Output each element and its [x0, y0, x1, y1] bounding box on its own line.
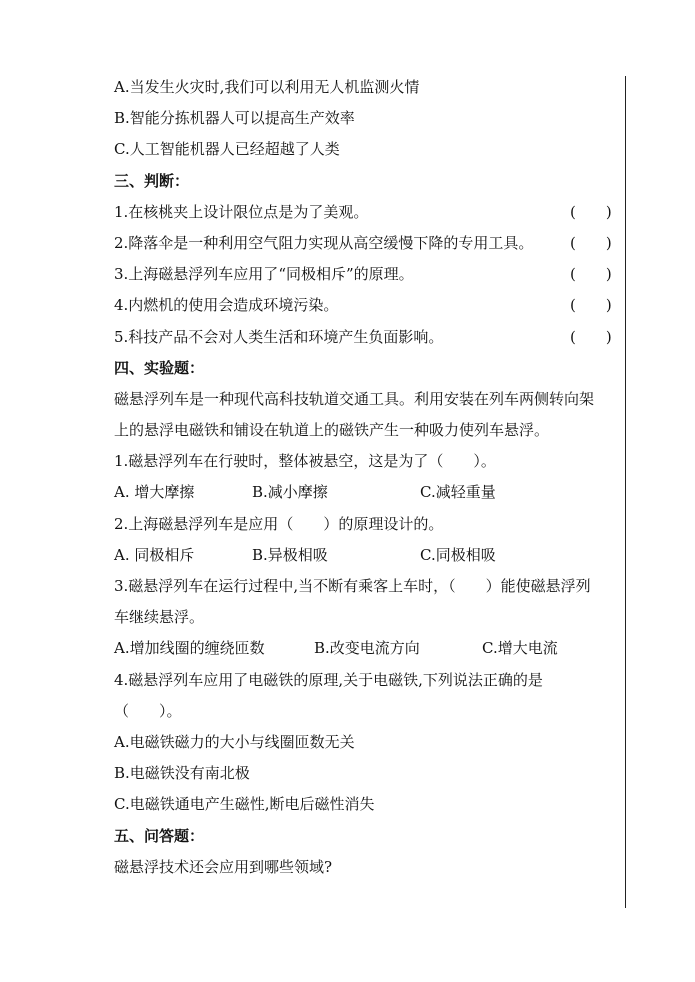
judgement-text: 2.降落伞是一种利用空气阻力实现从高空缓慢下降的专用工具。: [114, 233, 534, 252]
answer-blank: ( ): [570, 265, 612, 284]
section-heading-experiment: 四、实验题：: [114, 358, 205, 377]
judgement-item-5: [114, 322, 620, 353]
option-a: A. 增大摩擦: [114, 483, 195, 502]
option-c: C.同极相吸: [420, 545, 496, 564]
intro-text: 磁悬浮列车是一种现代高科技轨道交通工具。利用安装在列车两侧转向架: [114, 389, 595, 408]
option-c: C.增大电流: [482, 639, 558, 658]
option-c: C.减轻重量: [420, 483, 496, 502]
question-1: 1.磁悬浮列车在行驶时，整体被悬空，这是为了（ ）。: [114, 452, 496, 471]
question-2: 2.上海磁悬浮列车是应用（ ）的原理设计的。: [114, 514, 444, 533]
judgement-item-2: [114, 228, 620, 259]
option-a: A.电磁铁磁力的大小与线圈匝数无关: [114, 732, 355, 751]
question-3: 3.磁悬浮列车在运行过程中,当不断有乘客上车时，（ ）能使磁悬浮列: [114, 577, 591, 595]
answer-blank: ( ): [570, 233, 612, 252]
judgement-text: 3.上海磁悬浮列车应用了“同极相斥”的原理。: [114, 265, 414, 284]
judgement-text: 1.在核桃夹上设计限位点是为了美观。: [114, 202, 369, 221]
option-line: A.当发生火灾时,我们可以利用无人机监测火情: [114, 78, 420, 96]
option-b: B.电磁铁没有南北极: [114, 764, 250, 783]
answer-blank: ( ): [570, 296, 612, 315]
intro-text: 上的悬浮电磁铁和铺设在轨道上的磁铁产生一种吸力使列车悬浮。: [114, 421, 550, 440]
question-2-options: [114, 540, 620, 571]
option-line: C.人工智能机器人已经超越了人类: [114, 140, 340, 159]
judgement-item-3: [114, 259, 620, 290]
judgement-text: 4.内燃机的使用会造成环境污染。: [114, 296, 339, 315]
answer-blank: ( ): [570, 327, 612, 346]
option-b: B.减小摩擦: [252, 483, 328, 502]
question-3-continued: 车继续悬浮。: [114, 608, 205, 627]
option-b: B.异极相吸: [252, 545, 328, 564]
answer-blank: ( ): [570, 202, 612, 221]
qa-question: 磁悬浮技术还会应用到哪些领域?: [114, 857, 333, 876]
question-3-options: [114, 633, 620, 664]
judgement-item-4: [114, 290, 620, 321]
option-a: A.增加线圈的缠绕匝数: [114, 639, 265, 658]
question-4: 4.磁悬浮列车应用了电磁铁的原理,关于电磁铁,下列说法正确的是: [114, 670, 543, 689]
judgement-text: 5.科技产品不会对人类生活和环境产生负面影响。: [114, 327, 444, 346]
worksheet-content: [114, 72, 620, 883]
section-heading-judgement: 三、判断：: [114, 171, 190, 190]
right-border-line: [625, 76, 626, 908]
option-a: A. 同极相斥: [114, 545, 195, 564]
option-b: B.改变电流方向: [314, 639, 420, 658]
option-line: B.智能分拣机器人可以提高生产效率: [114, 109, 355, 128]
section-heading-qa: 五、问答题：: [114, 826, 205, 845]
option-c: C.电磁铁通电产生磁性,断电后磁性消失: [114, 795, 375, 814]
judgement-item-1: [114, 197, 620, 228]
question-1-options: [114, 477, 620, 508]
question-4-continued: （ ）。: [114, 701, 182, 720]
